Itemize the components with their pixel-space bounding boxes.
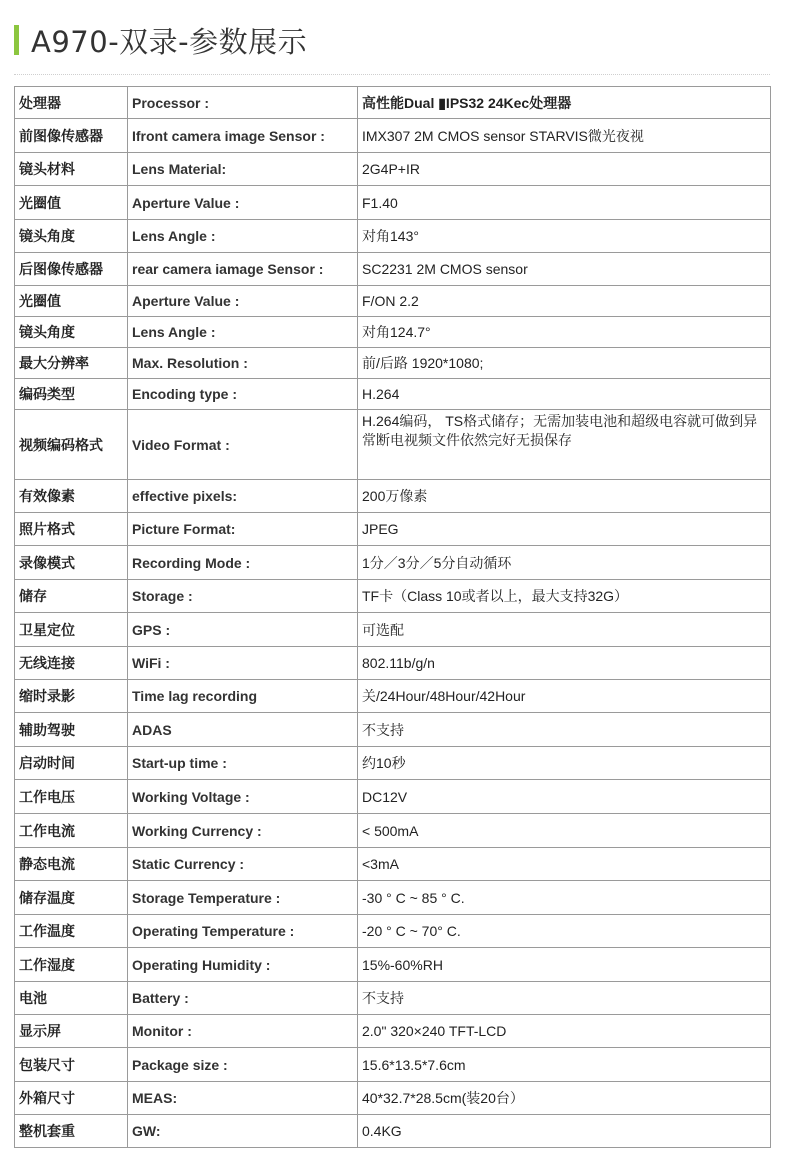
spec-value: H.264 <box>358 379 771 410</box>
spec-value: 不支持 <box>358 982 771 1015</box>
spec-value: 高性能Dual ▮IPS32 24Kec处理器 <box>358 87 771 119</box>
spec-name-en: Monitor : <box>128 1015 358 1048</box>
spec-name-cn: 视频编码格式 <box>15 410 128 480</box>
spec-name-en: Aperture Value : <box>128 286 358 317</box>
header-divider <box>14 74 770 75</box>
spec-value: 对角143° <box>358 220 771 253</box>
spec-name-cn: 镜头角度 <box>15 220 128 253</box>
spec-name-cn: 无线连接 <box>15 647 128 680</box>
spec-row <box>15 1082 771 1115</box>
spec-value: DC12V <box>358 780 771 814</box>
spec-name-cn: 外箱尺寸 <box>15 1082 128 1115</box>
spec-name-en: effective pixels: <box>128 480 358 513</box>
spec-row <box>15 613 771 647</box>
spec-value: F/ON 2.2 <box>358 286 771 317</box>
spec-name-en: Static Currency : <box>128 848 358 881</box>
spec-name-en: Picture Format: <box>128 513 358 546</box>
spec-name-cn: 录像模式 <box>15 546 128 580</box>
spec-name-cn: 辅助驾驶 <box>15 713 128 747</box>
spec-name-cn: 工作湿度 <box>15 948 128 982</box>
spec-value: 0.4KG <box>358 1115 771 1148</box>
spec-row <box>15 253 771 286</box>
spec-row <box>15 814 771 848</box>
spec-row <box>15 713 771 747</box>
spec-name-en: Storage Temperature : <box>128 881 358 915</box>
spec-value: < 500mA <box>358 814 771 848</box>
spec-name-en: Recording Mode : <box>128 546 358 580</box>
spec-name-cn: 整机套重 <box>15 1115 128 1148</box>
spec-value: SC2231 2M CMOS sensor <box>358 253 771 286</box>
spec-name-cn: 光圈值 <box>15 186 128 220</box>
spec-value: 15.6*13.5*7.6cm <box>358 1048 771 1082</box>
spec-name-cn: 储存温度 <box>15 881 128 915</box>
spec-row <box>15 410 771 480</box>
spec-row <box>15 1115 771 1148</box>
spec-value: 802.11b/g/n <box>358 647 771 680</box>
page-header <box>14 20 307 60</box>
spec-name-cn: 后图像传感器 <box>15 253 128 286</box>
spec-name-en: Working Currency : <box>128 814 358 848</box>
spec-name-en: Processor : <box>128 87 358 119</box>
spec-value: H.264编码， TS格式储存；无需加装电池和超级电容就可做到异常断电视频文件依然完好无损保存 <box>358 410 771 480</box>
spec-table <box>14 86 771 1148</box>
spec-row <box>15 153 771 186</box>
spec-value: TF卡（Class 10或者以上，最大支持32G） <box>358 580 771 613</box>
spec-name-en: GW: <box>128 1115 358 1148</box>
spec-name-cn: 显示屏 <box>15 1015 128 1048</box>
spec-name-cn: 前图像传感器 <box>15 119 128 153</box>
spec-row <box>15 546 771 580</box>
spec-name-en: Lens Angle : <box>128 317 358 348</box>
spec-name-cn: 启动时间 <box>15 747 128 780</box>
spec-row <box>15 982 771 1015</box>
spec-row <box>15 915 771 948</box>
spec-name-cn: 照片格式 <box>15 513 128 546</box>
spec-name-cn: 卫星定位 <box>15 613 128 647</box>
spec-name-cn: 最大分辨率 <box>15 348 128 379</box>
spec-row <box>15 286 771 317</box>
spec-name-cn: 工作电压 <box>15 780 128 814</box>
spec-name-en: Package size : <box>128 1048 358 1082</box>
spec-value: JPEG <box>358 513 771 546</box>
spec-row <box>15 647 771 680</box>
spec-name-cn: 静态电流 <box>15 848 128 881</box>
title-accent-bar <box>14 25 19 55</box>
spec-value: F1.40 <box>358 186 771 220</box>
spec-name-en: Max. Resolution : <box>128 348 358 379</box>
spec-row <box>15 317 771 348</box>
spec-name-cn: 镜头角度 <box>15 317 128 348</box>
spec-name-en: Video Format : <box>128 410 358 480</box>
spec-row <box>15 186 771 220</box>
spec-row <box>15 480 771 513</box>
spec-row <box>15 379 771 410</box>
spec-name-cn: 镜头材料 <box>15 153 128 186</box>
spec-row <box>15 948 771 982</box>
spec-name-en: Start-up time : <box>128 747 358 780</box>
spec-name-cn: 光圈值 <box>15 286 128 317</box>
spec-row <box>15 119 771 153</box>
spec-name-en: Battery : <box>128 982 358 1015</box>
spec-name-cn: 储存 <box>15 580 128 613</box>
spec-name-cn: 工作温度 <box>15 915 128 948</box>
spec-name-en: WiFi : <box>128 647 358 680</box>
spec-name-en: Lens Angle : <box>128 220 358 253</box>
spec-value: <3mA <box>358 848 771 881</box>
spec-value: 关/24Hour/48Hour/42Hour <box>358 680 771 713</box>
spec-row <box>15 848 771 881</box>
spec-value: 可选配 <box>358 613 771 647</box>
spec-value: 40*32.7*28.5cm(装20台） <box>358 1082 771 1115</box>
spec-value: 对角124.7° <box>358 317 771 348</box>
spec-name-en: Working Voltage : <box>128 780 358 814</box>
spec-value: 2G4P+IR <box>358 153 771 186</box>
spec-name-en: rear camera iamage Sensor : <box>128 253 358 286</box>
spec-name-cn: 处理器 <box>15 87 128 119</box>
spec-name-cn: 编码类型 <box>15 379 128 410</box>
spec-name-cn: 有效像素 <box>15 480 128 513</box>
spec-row <box>15 747 771 780</box>
spec-value: -30 ° C ~ 85 ° C. <box>358 881 771 915</box>
spec-row <box>15 220 771 253</box>
spec-row <box>15 680 771 713</box>
spec-name-en: Encoding type : <box>128 379 358 410</box>
spec-value: 200万像素 <box>358 480 771 513</box>
spec-name-cn: 包装尺寸 <box>15 1048 128 1082</box>
spec-row <box>15 513 771 546</box>
spec-name-en: Storage : <box>128 580 358 613</box>
spec-row <box>15 1048 771 1082</box>
spec-value: 前/后路 1920*1080; <box>358 348 771 379</box>
spec-value: 1分／3分／5分自动循环 <box>358 546 771 580</box>
spec-name-en: Operating Humidity : <box>128 948 358 982</box>
spec-value: 不支持 <box>358 713 771 747</box>
spec-name-en: ADAS <box>128 713 358 747</box>
spec-row <box>15 580 771 613</box>
spec-value: 2.0" 320×240 TFT-LCD <box>358 1015 771 1048</box>
spec-name-en: Operating Temperature : <box>128 915 358 948</box>
spec-name-cn: 缩时录影 <box>15 680 128 713</box>
spec-row <box>15 1015 771 1048</box>
spec-value: 约10秒 <box>358 747 771 780</box>
spec-row <box>15 780 771 814</box>
spec-name-en: Time lag recording <box>128 680 358 713</box>
spec-name-en: Ifront camera image Sensor : <box>128 119 358 153</box>
spec-value: 15%-60%RH <box>358 948 771 982</box>
spec-name-en: Aperture Value : <box>128 186 358 220</box>
spec-row <box>15 881 771 915</box>
spec-row <box>15 348 771 379</box>
spec-row <box>15 87 771 119</box>
spec-name-cn: 工作电流 <box>15 814 128 848</box>
spec-value: -20 ° C ~ 70° C. <box>358 915 771 948</box>
page-title: A970-双录-参数展示 <box>31 24 308 59</box>
spec-name-en: GPS : <box>128 613 358 647</box>
spec-name-cn: 电池 <box>15 982 128 1015</box>
spec-name-en: Lens Material: <box>128 153 358 186</box>
spec-value: IMX307 2M CMOS sensor STARVIS微光夜视 <box>358 119 771 153</box>
spec-name-en: MEAS: <box>128 1082 358 1115</box>
